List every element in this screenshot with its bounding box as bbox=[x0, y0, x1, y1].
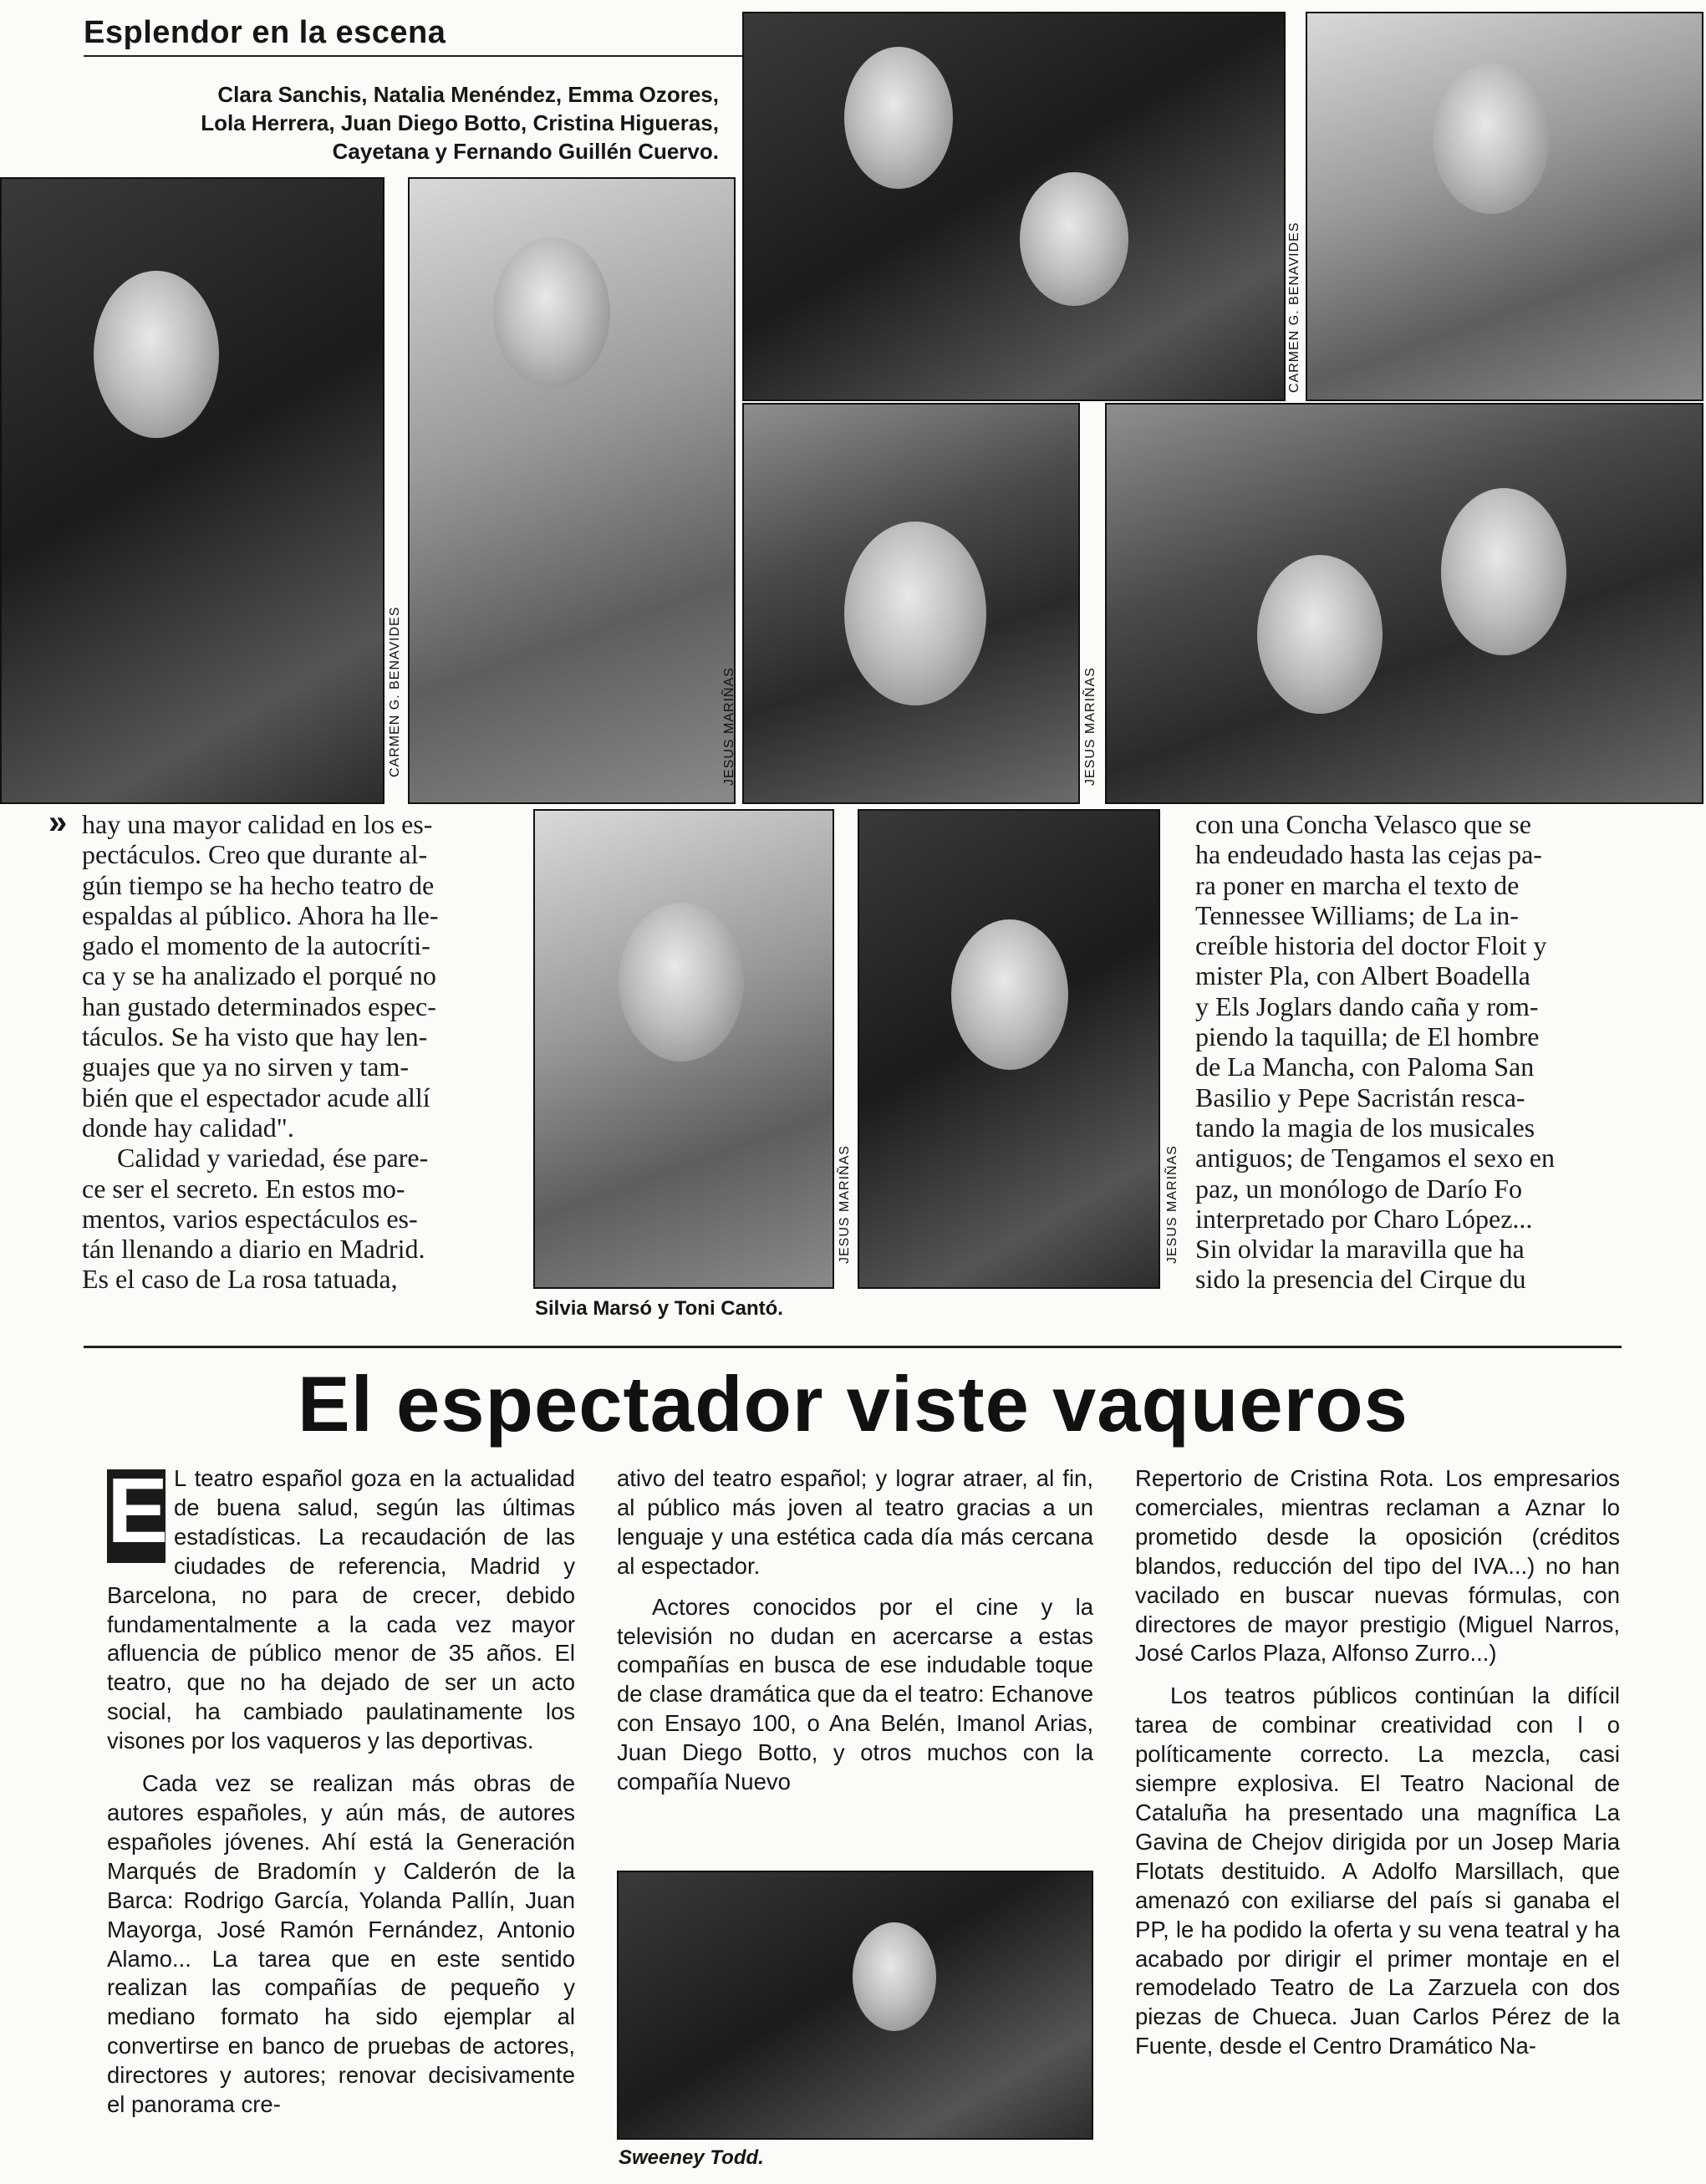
photo-toni-canto bbox=[858, 809, 1160, 1289]
text-line: mentos, varios espectáculos es- bbox=[82, 1203, 418, 1234]
paragraph: Los teatros públicos continúan la difícil tarea de combinar creatividad con l o políticamente correcto. La mezcla, casi siempre explosiva. El Teatro Nacional de Cataluña ha presentado una magnífica La Gavina de Chejov dirigida por un Josep Maria Flotats destituido. A Adolfo Marsillach, que amenazó con exiliarse del país si ganaba el PP, le ha podido la oferta y su vena teatral y ha acabado por dirigir el primer montaje en el remodelado Teatro de La Zarzuela con dos piezas de Chueca. Juan Carlos Pérez de la Fuente, desde el Centro Dramático Na- bbox=[1135, 1683, 1620, 2059]
cast-list bbox=[159, 80, 719, 165]
face bbox=[1433, 64, 1550, 214]
text-line: Tennessee Williams; de La in- bbox=[1195, 899, 1519, 930]
face bbox=[951, 919, 1068, 1070]
paragraph: ativo del teatro español; y lograr atraer, al fin, al público más joven al teatro gracias a un lenguaje y una estética cada día más cercana al espectador. bbox=[617, 1465, 1093, 1579]
photo-clara-sanchis bbox=[0, 177, 384, 804]
photo-emma-ozores-lola-herrera bbox=[742, 12, 1286, 401]
face bbox=[493, 237, 610, 388]
photo-caption: Silvia Marsó y Toni Cantó. bbox=[535, 1297, 783, 1320]
cast-line: Cayetana y Fernando Guillén Cuervo. bbox=[332, 139, 719, 164]
photo-credit: JESUS MARIÑAS bbox=[838, 1145, 852, 1264]
cast-line: Clara Sanchis, Natalia Menéndez, Emma Ozores, bbox=[217, 82, 719, 107]
photo-credit: JESUS MARIÑAS bbox=[1083, 667, 1097, 786]
text-line: tando la magia de los musicales bbox=[1195, 1112, 1535, 1143]
text-line: pectáculos. Creo que durante al- bbox=[82, 839, 428, 870]
face bbox=[1020, 172, 1128, 306]
drop-cap: E bbox=[107, 1459, 169, 1562]
text-line: gado el momento de la autocríti- bbox=[82, 930, 430, 961]
face bbox=[94, 271, 219, 438]
article-main-colC bbox=[1135, 1464, 1620, 2061]
photo-juan-diego-botto bbox=[1306, 12, 1703, 401]
paragraph: L teatro español goza en la actualidad de buena salud, según las últimas estadísticas. La recaudación de las ciudades de referencia, Madrid y Barcelona, no para de crecer, debido fundamentalmente a la cada vez mayor afluencia de público menor de 35 años. El teatro, que no ha dejado de ser un acto social, ha cambiado paulatinamente los visones por los vaqueros y las deportivas. bbox=[107, 1465, 575, 1754]
article-main-colB bbox=[617, 1464, 1093, 1797]
text-line: táculos. Se ha visto que hay len- bbox=[82, 1021, 428, 1052]
text-line: piendo la taquilla; de El hombre bbox=[1195, 1021, 1540, 1052]
text-line: bién que el espectador acude allí bbox=[82, 1082, 430, 1112]
text-line: Es el caso de La rosa tatuada, bbox=[82, 1264, 398, 1295]
text-line: donde hay calidad". bbox=[82, 1112, 294, 1143]
face bbox=[844, 522, 986, 705]
photo-silvia-marso bbox=[533, 809, 834, 1289]
text-line: hay una mayor calidad en los es- bbox=[82, 809, 433, 839]
article-divider bbox=[84, 1346, 1622, 1348]
paragraph: Actores conocidos por el cine y la televisión no dudan en acercarse a estas compañías en busca de ese indudable toque de clase dramática que da el teatro: Echanove con Ensayo 100, o Ana Belén, Imanol Arias, Juan Diego Botto, y otros muchos con la compañía Nuevo bbox=[617, 1593, 1093, 1795]
photo-credit: JESUS MARIÑAS bbox=[1165, 1145, 1179, 1264]
text-line: espaldas al público. Ahora ha lle- bbox=[82, 899, 439, 930]
text-line: paz, un monólogo de Darío Fo bbox=[1195, 1173, 1523, 1204]
text-line: de La Mancha, con Paloma San bbox=[1195, 1051, 1535, 1082]
photo-caption: Sweeney Todd. bbox=[619, 2146, 764, 2169]
text-line: tán llenando a diario en Madrid. bbox=[82, 1234, 425, 1265]
photo-credit: JESUS MARIÑAS bbox=[722, 667, 736, 786]
face bbox=[844, 47, 953, 189]
text-line: creíble historia del doctor Floit y bbox=[1195, 930, 1547, 961]
article-main-colA bbox=[107, 1459, 575, 2120]
text-line: Sin olvidar la maravilla que ha bbox=[1195, 1234, 1525, 1265]
text-line: interpretado por Charo López... bbox=[1195, 1203, 1533, 1234]
headline: El espectador viste vaqueros bbox=[298, 1360, 1408, 1448]
face bbox=[1257, 555, 1383, 714]
photo-cayetana-fernando-guillen-cuervo bbox=[1105, 403, 1703, 804]
text-line: han gustado determinados espec- bbox=[82, 990, 436, 1021]
text-line: sido la presencia del Cirque du bbox=[1195, 1264, 1526, 1295]
cast-line: Lola Herrera, Juan Diego Botto, Cristina Higueras, bbox=[201, 110, 719, 135]
section-title: Esplendor en la escena bbox=[84, 15, 446, 50]
section-rule bbox=[84, 55, 744, 57]
quote-mark: » bbox=[48, 804, 68, 841]
text-line: ha endeudado hasta las cejas pa- bbox=[1195, 839, 1542, 870]
text-line: guajes que ya no sirven y tam- bbox=[82, 1051, 409, 1082]
paragraph: Repertorio de Cristina Rota. Los empresarios comerciales, mientras reclaman a Aznar lo prometido desde la oposición (créditos blandos, reducción del tipo del IVA...) no han vacilado en buscar nuevas fórmulas, con directores de mayor prestigio (Miguel Narros, José Carlos Plaza, Alfonso Zurro...) bbox=[1135, 1465, 1620, 1667]
text-line: Calidad y variedad, ése pare- bbox=[117, 1143, 429, 1173]
photo-credit: CARMEN G. BENAVIDES bbox=[388, 606, 402, 777]
photo-cristina-higueras bbox=[742, 403, 1080, 804]
photo-credit: CARMEN G. BENAVIDES bbox=[1287, 221, 1301, 393]
text-line: ca y se ha analizado el porqué no bbox=[82, 960, 436, 991]
face bbox=[853, 1922, 936, 2031]
text-line: y Els Joglars dando caña y rom- bbox=[1195, 990, 1539, 1021]
article-top-col1 bbox=[82, 809, 500, 1295]
face bbox=[619, 903, 744, 1061]
text-line: con una Concha Velasco que se bbox=[1195, 809, 1531, 839]
text-line: antiguos; de Tengamos el sexo en bbox=[1195, 1143, 1555, 1173]
article-top-col3 bbox=[1195, 809, 1613, 1295]
text-line: gún tiempo se ha hecho teatro de bbox=[82, 869, 435, 900]
text-line: ra poner en marcha el texto de bbox=[1195, 869, 1520, 900]
photo-sweeney-todd bbox=[617, 1871, 1093, 2140]
text-line: mister Pla, con Albert Boadella bbox=[1195, 960, 1530, 991]
photo-natalia-menendez bbox=[408, 177, 736, 804]
text-line: ce ser el secreto. En estos mo- bbox=[82, 1173, 405, 1204]
text-line: Basilio y Pepe Sacristán resca- bbox=[1195, 1082, 1525, 1112]
face bbox=[1441, 488, 1566, 655]
paragraph: Cada vez se realizan más obras de autores españoles, y aún más, de autores españoles jóvenes. Ahí está la Generación Marqués de Bradomín y Calderón de la Barca: Rodrigo García, Yolanda Pallín, Juan Mayorga, José Ramón Fernández, Antonio Alamo... La tarea que en este sentido realizan las compañías de pequeño y mediano formato ha sido ejemplar al convertirse en banco de pruebas de actores, directores y autores; renovar decisivamente el panorama cre- bbox=[107, 1770, 575, 2118]
